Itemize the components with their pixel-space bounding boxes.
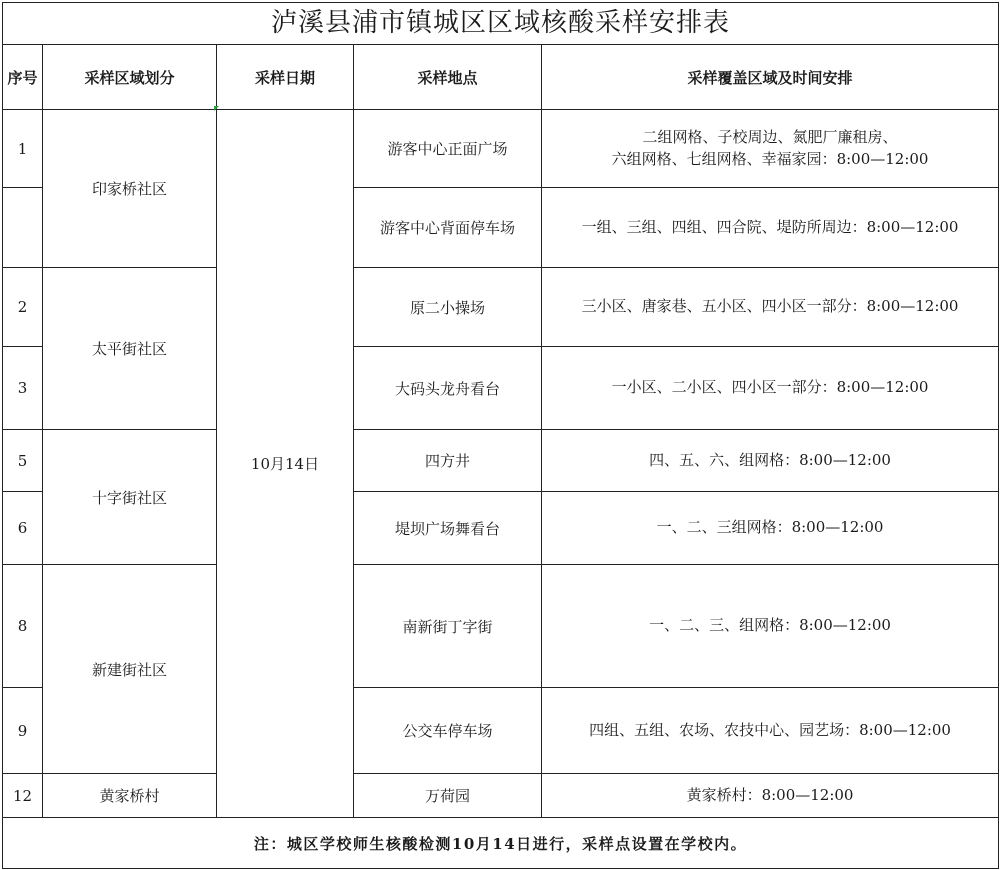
row-site: 堤坝广场舞看台 xyxy=(354,492,542,565)
row-coverage xyxy=(542,188,999,268)
row-coverage xyxy=(542,110,999,188)
row-seq: 2 xyxy=(3,268,43,347)
header-row xyxy=(3,45,999,110)
coverage-line: 一小区、二小区、四小区一部分：8:00—12:00 xyxy=(611,378,929,397)
row-seq: 3 xyxy=(3,347,43,430)
row-seq: 6 xyxy=(3,492,43,565)
header-date: 采样日期 xyxy=(217,45,354,110)
row-site: 原二小操场 xyxy=(354,268,542,347)
row-coverage xyxy=(542,347,999,430)
table-row xyxy=(3,110,999,188)
row-area: 新建街社区 xyxy=(43,565,217,774)
row-seq: 5 xyxy=(3,430,43,492)
row-coverage xyxy=(542,688,999,774)
row-coverage xyxy=(542,492,999,565)
table-row xyxy=(3,268,999,347)
header-seq: 序号 xyxy=(3,45,43,110)
row-area: 太平街社区 xyxy=(43,268,217,430)
schedule-table xyxy=(2,2,999,869)
table-row xyxy=(3,430,999,492)
coverage-line: 四、五、六、组网格：8:00—12:00 xyxy=(649,450,891,469)
header-coverage: 采样覆盖区域及时间安排 xyxy=(542,45,999,110)
table-row xyxy=(3,774,999,818)
row-seq: 1 xyxy=(3,110,43,188)
row-coverage xyxy=(542,565,999,688)
row-area: 黄家桥村 xyxy=(43,774,217,818)
row-seq: 9 xyxy=(3,688,43,774)
row-site: 四方井 xyxy=(354,430,542,492)
row-site: 大码头龙舟看台 xyxy=(354,347,542,430)
row-coverage xyxy=(542,268,999,347)
row-seq: 12 xyxy=(3,774,43,818)
title-row xyxy=(3,3,999,45)
row-site: 公交车停车场 xyxy=(354,688,542,774)
row-seq xyxy=(3,188,43,268)
note-row xyxy=(3,818,999,869)
row-site: 万荷园 xyxy=(354,774,542,818)
coverage-line: 黄家桥村：8:00—12:00 xyxy=(686,785,854,804)
coverage-line: 四组、五组、农场、农技中心、园艺场：8:00—12:00 xyxy=(589,720,951,739)
row-site: 游客中心正面广场 xyxy=(354,110,542,188)
table-row xyxy=(3,565,999,688)
row-coverage xyxy=(542,430,999,492)
coverage-line: 六组网格、七组网格、幸福家园：8:00—12:00 xyxy=(611,149,929,168)
footnote: 注：城区学校师生核酸检测10月14日进行，采样点设置在学校内。 xyxy=(3,818,999,869)
row-site: 南新街丁字街 xyxy=(354,565,542,688)
row-area: 十字街社区 xyxy=(43,430,217,565)
row-coverage xyxy=(542,774,999,818)
row-seq: 8 xyxy=(3,565,43,688)
cell-comment-marker xyxy=(214,106,219,111)
page-title: 泸溪县浦市镇城区区域核酸采样安排表 xyxy=(3,3,999,45)
row-area: 印家桥社区 xyxy=(43,110,217,268)
coverage-line: 一组、三组、四组、四合院、堤防所周边：8:00—12:00 xyxy=(581,217,959,236)
coverage-line: 一、二、三组网格：8:00—12:00 xyxy=(656,518,884,537)
header-site: 采样地点 xyxy=(354,45,542,110)
sampling-date: 10月14日 xyxy=(217,110,354,818)
coverage-line: 三小区、唐家巷、五小区、四小区一部分：8:00—12:00 xyxy=(581,297,959,316)
coverage-line: 二组网格、子校周边、氮肥厂廉租房、 xyxy=(642,127,898,146)
header-area: 采样区域划分 xyxy=(43,45,217,110)
coverage-line: 一、二、三、组网格：8:00—12:00 xyxy=(649,616,891,635)
row-site: 游客中心背面停车场 xyxy=(354,188,542,268)
